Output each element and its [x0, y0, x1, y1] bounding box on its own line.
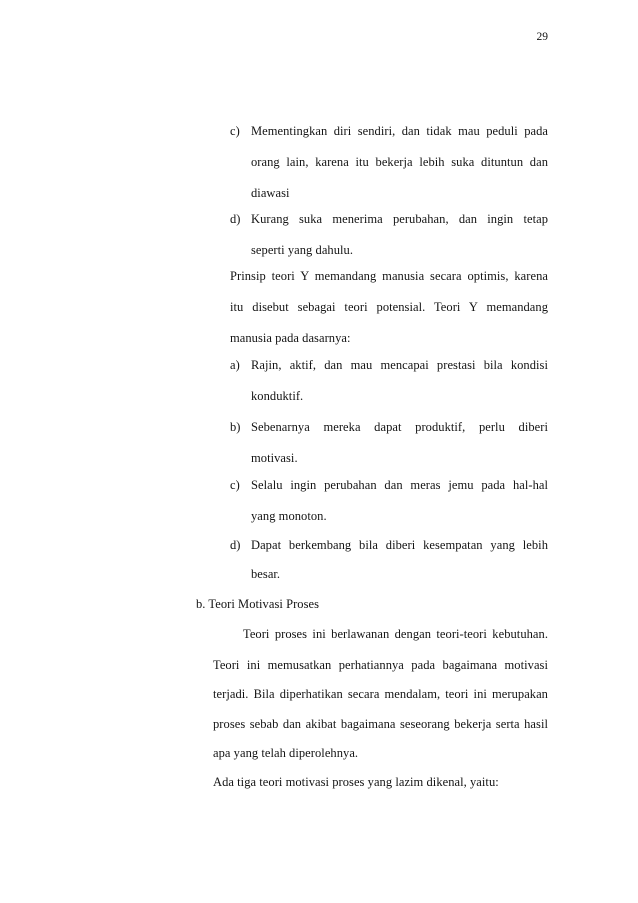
paragraph-line: itu disebut sebagai teori potensial. Teori Y memandang — [230, 300, 548, 314]
list-item-text: Kurang suka menerima perubahan, dan ingin tetap — [251, 212, 548, 226]
list-item-text: yang monoton. — [251, 509, 327, 523]
list-item-text: konduktif. — [251, 389, 304, 403]
list-item-text: besar. — [251, 567, 281, 581]
list-item-text: Sebenarnya mereka dapat produktif, perlu diberi — [251, 420, 548, 434]
paragraph-line: terjadi. Bila diperhatikan secara mendalam, teori ini merupakan — [213, 687, 548, 701]
paragraph-line: Teori ini memusatkan perhatiannya pada bagaimana motivasi — [213, 658, 548, 672]
list-item-text: orang lain, karena itu bekerja lebih suka dituntun dan — [251, 155, 548, 169]
list-marker: a) — [230, 358, 240, 372]
list-item-text: Dapat berkembang bila diberi kesempatan yang lebih — [251, 538, 548, 552]
list-marker: c) — [230, 478, 240, 492]
list-item-text: Rajin, aktif, dan mau mencapai prestasi bila kondisi — [251, 358, 548, 372]
paragraph-line: apa yang telah diperolehnya. — [213, 746, 359, 760]
list-item-text: Mementingkan diri sendiri, dan tidak mau peduli pada — [251, 124, 548, 138]
list-marker: d) — [230, 538, 241, 552]
closing-line: Ada tiga teori motivasi proses yang lazim dikenal, yaitu: — [213, 775, 499, 789]
list-marker: d) — [230, 212, 241, 226]
list-marker: b) — [230, 420, 241, 434]
paragraph-line: manusia pada dasarnya: — [230, 331, 351, 345]
list-marker: c) — [230, 124, 240, 138]
list-item-text: diawasi — [251, 186, 290, 200]
paragraph-line: proses sebab dan akibat bagaimana seseorang bekerja serta hasil — [213, 717, 548, 731]
paragraph-line: Prinsip teori Y memandang manusia secara optimis, karena — [230, 269, 548, 283]
list-item-text: Selalu ingin perubahan dan meras jemu pada hal-hal — [251, 478, 548, 492]
paragraph-line: Teori proses ini berlawanan dengan teori-teori kebutuhan. — [243, 627, 548, 641]
section-heading: b. Teori Motivasi Proses — [196, 597, 320, 611]
list-item-text: seperti yang dahulu. — [251, 243, 354, 257]
list-item-text: motivasi. — [251, 451, 298, 465]
page-number: 29 — [536, 31, 548, 43]
